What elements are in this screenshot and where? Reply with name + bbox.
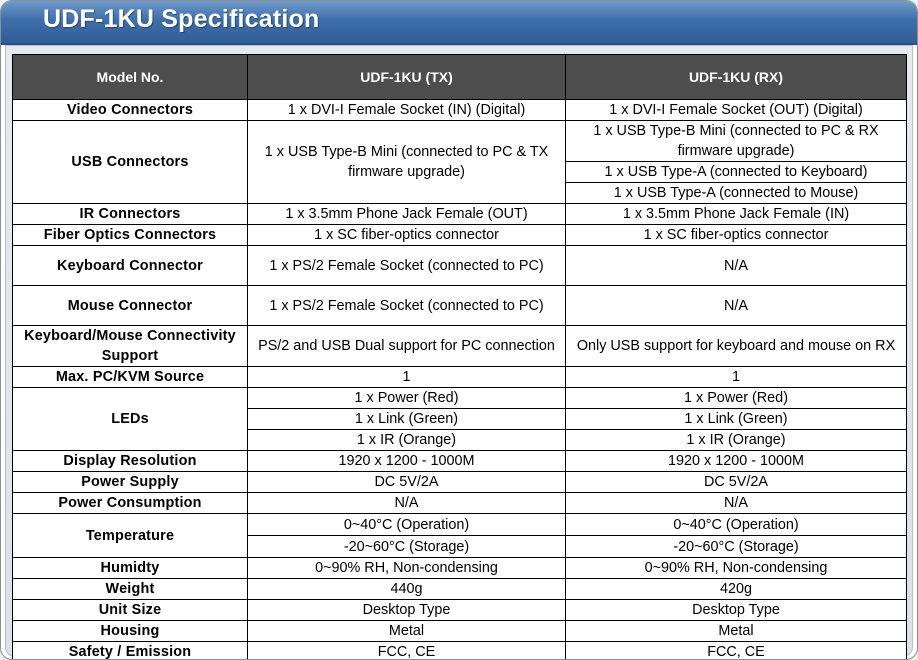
cell-tx-km-support: PS/2 and USB Dual support for PC connection <box>248 326 566 367</box>
cell-tx-unit-size: Desktop Type <box>248 600 566 621</box>
cell-tx-max-source: 1 <box>248 367 566 388</box>
row-label-video: Video Connectors <box>13 100 248 121</box>
cell-tx-ir: 1 x 3.5mm Phone Jack Female (OUT) <box>248 204 566 225</box>
cell-rx-usb-2: 1 x USB Type-A (connected to Keyboard) <box>566 162 907 183</box>
table-row <box>13 558 907 579</box>
table-row <box>13 225 907 246</box>
cell-tx-led-power: 1 x Power (Red) <box>248 388 566 409</box>
cell-tx-fiber: 1 x SC fiber-optics connector <box>248 225 566 246</box>
cell-rx-mouse: N/A <box>566 286 907 326</box>
cell-rx-km-support: Only USB support for keyboard and mouse on RX <box>566 326 907 367</box>
cell-rx-video: 1 x DVI-I Female Socket (OUT) (Digital) <box>566 100 907 121</box>
table-row <box>13 286 907 326</box>
table-row <box>13 493 907 514</box>
row-label-temperature: Temperature <box>13 514 248 558</box>
table-row <box>13 100 907 121</box>
cell-tx-safety: FCC, CE <box>248 642 566 660</box>
table-row <box>13 388 907 409</box>
cell-rx-ir: 1 x 3.5mm Phone Jack Female (IN) <box>566 204 907 225</box>
cell-rx-keyboard: N/A <box>566 246 907 286</box>
cell-rx-resolution: 1920 x 1200 - 1000M <box>566 451 907 472</box>
spec-table <box>12 54 907 660</box>
header-tx: UDF-1KU (TX) <box>248 55 566 100</box>
row-label-unit-size: Unit Size <box>13 600 248 621</box>
cell-tx-resolution: 1920 x 1200 - 1000M <box>248 451 566 472</box>
row-label-power-consumption: Power Consumption <box>13 493 248 514</box>
table-row <box>13 642 907 660</box>
table-header-row <box>13 55 907 100</box>
table-row <box>13 451 907 472</box>
cell-tx-weight: 440g <box>248 579 566 600</box>
cell-rx-usb-3: 1 x USB Type-A (connected to Mouse) <box>566 183 907 204</box>
cell-rx-temp-operation: 0~40°C (Operation) <box>566 514 907 536</box>
cell-rx-fiber: 1 x SC fiber-optics connector <box>566 225 907 246</box>
cell-tx-video: 1 x DVI-I Female Socket (IN) (Digital) <box>248 100 566 121</box>
cell-tx-mouse: 1 x PS/2 Female Socket (connected to PC) <box>248 286 566 326</box>
header-rx: UDF-1KU (RX) <box>566 55 907 100</box>
cell-rx-housing: Metal <box>566 621 907 642</box>
row-label-fiber: Fiber Optics Connectors <box>13 225 248 246</box>
cell-tx-temp-storage: -20~60°C (Storage) <box>248 536 566 558</box>
cell-rx-safety: FCC, CE <box>566 642 907 660</box>
table-row <box>13 367 907 388</box>
table-row <box>13 246 907 286</box>
cell-rx-led-link: 1 x Link (Green) <box>566 409 907 430</box>
table-row <box>13 121 907 162</box>
cell-rx-power-consumption: N/A <box>566 493 907 514</box>
row-label-resolution: Display Resolution <box>13 451 248 472</box>
table-row <box>13 600 907 621</box>
cell-tx-power-supply: DC 5V/2A <box>248 472 566 493</box>
cell-tx-usb: 1 x USB Type-B Mini (connected to PC & TX firmware upgrade) <box>248 121 566 204</box>
cell-rx-unit-size: Desktop Type <box>566 600 907 621</box>
cell-tx-keyboard: 1 x PS/2 Female Socket (connected to PC) <box>248 246 566 286</box>
row-label-humidity: Humidty <box>13 558 248 579</box>
cell-tx-housing: Metal <box>248 621 566 642</box>
cell-rx-power-supply: DC 5V/2A <box>566 472 907 493</box>
cell-rx-max-source: 1 <box>566 367 907 388</box>
cell-tx-led-link: 1 x Link (Green) <box>248 409 566 430</box>
cell-rx-usb-1: 1 x USB Type-B Mini (connected to PC & RX firmware upgrade) <box>566 121 907 162</box>
cell-rx-weight: 420g <box>566 579 907 600</box>
cell-rx-led-ir: 1 x IR (Orange) <box>566 430 907 451</box>
row-label-keyboard: Keyboard Connector <box>13 246 248 286</box>
header-model-no: Model No. <box>13 55 248 100</box>
row-label-power-supply: Power Supply <box>13 472 248 493</box>
cell-tx-led-ir: 1 x IR (Orange) <box>248 430 566 451</box>
cell-tx-humidity: 0~90% RH, Non-condensing <box>248 558 566 579</box>
cell-rx-led-power: 1 x Power (Red) <box>566 388 907 409</box>
row-label-km-support: Keyboard/Mouse Connectivity Support <box>13 326 248 367</box>
cell-rx-humidity: 0~90% RH, Non-condensing <box>566 558 907 579</box>
table-row <box>13 514 907 536</box>
row-label-safety: Safety / Emission <box>13 642 248 660</box>
row-label-leds: LEDs <box>13 388 248 451</box>
row-label-max-source: Max. PC/KVM Source <box>13 367 248 388</box>
cell-rx-temp-storage: -20~60°C (Storage) <box>566 536 907 558</box>
table-row <box>13 472 907 493</box>
table-row <box>13 326 907 367</box>
cell-tx-temp-operation: 0~40°C (Operation) <box>248 514 566 536</box>
table-row <box>13 204 907 225</box>
table-row <box>13 579 907 600</box>
row-label-housing: Housing <box>13 621 248 642</box>
row-label-weight: Weight <box>13 579 248 600</box>
cell-tx-power-consumption: N/A <box>248 493 566 514</box>
title-banner <box>1 1 918 45</box>
row-label-ir: IR Connectors <box>13 204 248 225</box>
row-label-usb: USB Connectors <box>13 121 248 204</box>
table-row <box>13 621 907 642</box>
page-title: UDF-1KU Specification <box>43 5 320 33</box>
row-label-mouse: Mouse Connector <box>13 286 248 326</box>
